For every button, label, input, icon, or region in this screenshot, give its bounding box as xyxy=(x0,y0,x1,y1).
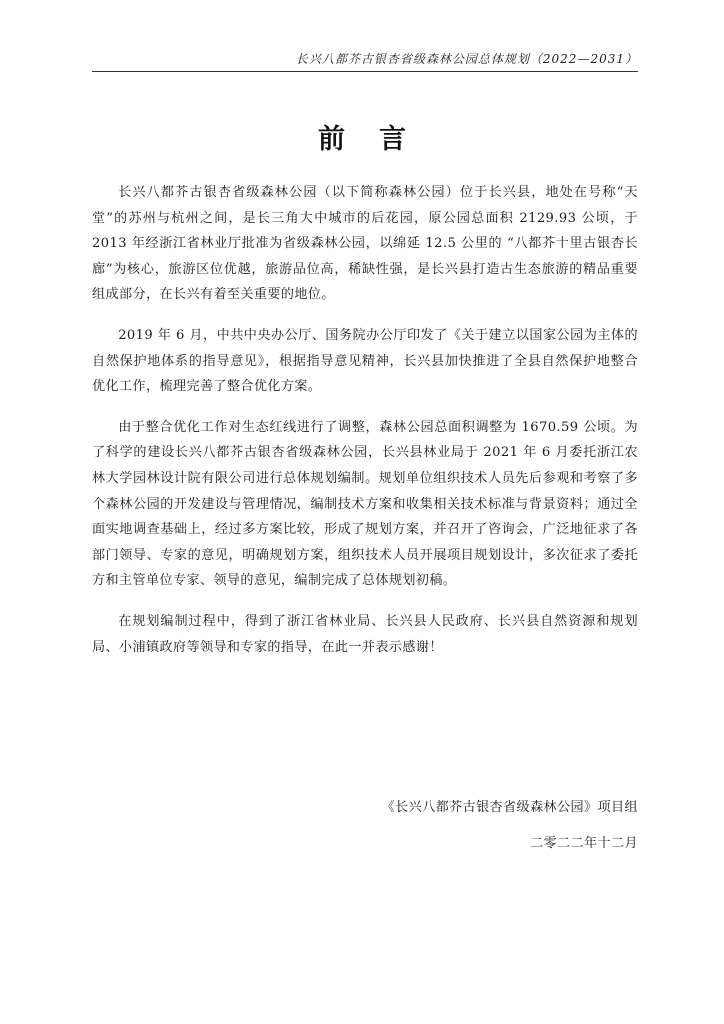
paragraph-policy: 2019 年 6 月，中共中央办公厅、国务院办公厅印发了《关于建立以国家公园为主体的自然保护地体系的指导意见》，根据指导意见精神，长兴县加快推进了全县自然保护地整合优化工作，梳理完善了整合优化方案。 xyxy=(92,327,638,395)
page-title: 前言 xyxy=(318,124,440,155)
body-text xyxy=(92,180,638,675)
paragraph-planning: 由于整合优化工作对生态红线进行了调整，森林公园总面积调整为 1670.59 公顷。为了科学的建设长兴八都芥古银杏省级森林公园，长兴县林业局于 2021 年 6 月委托浙江农林大学园林设计院有限公司进行总体规划编制。规划单位组织技术人员先后参观和考察了多个森林公园的开发建设与管理情况，编制技术方案和收集相关技术标准与背景资料；通过全面实地调查基础上，经过多方案比较，形成了规划方案，并召开了咨询会，广泛地征求了各部门领导、专家的意见，明确规划方案，组织技术人员开展项目规划设计，多次征求了委托方和主管单位专家、领导的意见，编制完成了总体规划初稿。 xyxy=(92,419,638,589)
signature-date: 二零二二年十二月 xyxy=(530,836,638,851)
signature-organization: 《长兴八都芥古银杏省级森林公园》项目组 xyxy=(381,800,638,815)
running-header: 长兴八都芥古银杏省级森林公园总体规划（2022—2031） xyxy=(295,52,638,66)
paragraph-intro: 长兴八都芥古银杏省级森林公园（以下简称森林公园）位于长兴县，地处在号称“天堂”的苏州与杭州之间，是长三角大中城市的后花园，原公园总面积 2129.93 公顷，于 2013 年经浙江省林业厅批准为省级森林公园，以绵延 12.5 公里的 “八都芥十里古银杏长廊”为核心，旅游区位优越，旅游品位高，稀缺性强，是长兴县打造古生态旅游的精品重要组成部分，在长兴有着至关重要的地位。 xyxy=(92,185,638,303)
signature-block xyxy=(92,790,638,862)
header-rule xyxy=(92,71,638,72)
paragraph-thanks: 在规划编制过程中，得到了浙江省林业局、长兴县人民政府、长兴县自然资源和规划局、小浦镇政府等领导和专家的指导，在此一并表示感谢！ xyxy=(92,613,638,655)
